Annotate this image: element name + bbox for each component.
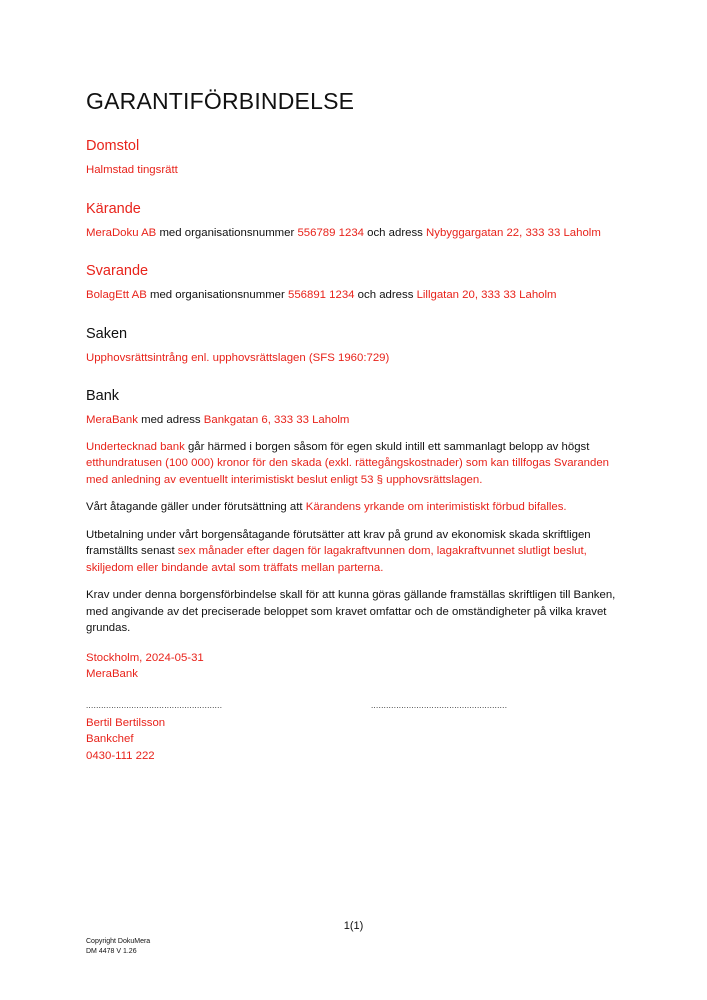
defendant-orgnr-label: med organisationsnummer xyxy=(146,289,288,301)
condition-text: Vårt åtagande gäller under förutsättning att xyxy=(86,501,306,513)
plaintiff-address-label: och adress xyxy=(363,226,427,239)
plaintiff-details xyxy=(86,225,626,242)
court-section xyxy=(86,137,626,179)
guarantee-text: går härmed i borgen såsom för egen skuld intill ett sammanlagt belopp av högst xyxy=(184,440,590,453)
defendant-section xyxy=(86,262,626,304)
condition-paragraph xyxy=(86,499,626,516)
plaintiff-orgnr-label: med organisationsnummer xyxy=(156,226,298,239)
plaintiff-name: MeraDoku AB xyxy=(86,226,157,239)
copyright-text: Copyright DokuMera xyxy=(86,938,151,945)
defendant-address: Lillgatan 20, 333 33 Laholm xyxy=(416,289,557,301)
guarantee-paragraph xyxy=(86,439,626,489)
matter-heading: Saken xyxy=(86,325,128,342)
guarantor-phrase: Undertecknad bank xyxy=(86,440,185,453)
document-code: DM 4478 V 1.26 xyxy=(86,948,137,955)
payment-text: Utbetalning under vårt borgensåtagande förutsätter att krav på grund av ekonomisk skada skriftligen framställts senast xyxy=(86,528,591,557)
defendant-heading: Svarande xyxy=(86,263,149,279)
signer-phone: 0430-111 222 xyxy=(86,749,155,762)
document-footer xyxy=(86,937,150,957)
signer-block xyxy=(86,715,626,765)
matter-section xyxy=(86,325,626,367)
signer-name: Bertil Bertilsson xyxy=(86,716,166,729)
plaintiff-section xyxy=(86,200,626,242)
plaintiff-heading: Kärande xyxy=(86,200,141,217)
bank-section xyxy=(86,387,626,429)
court-name: Halmstad tingsrätt xyxy=(86,164,178,176)
bank-address: Bankgatan 6, 333 33 Laholm xyxy=(203,414,350,426)
signer-title: Bankchef xyxy=(86,733,134,745)
defendant-orgnr: 556891 1234 xyxy=(287,289,355,301)
signature-lines xyxy=(86,701,626,715)
signature-line-right[interactable]: ...................................................... xyxy=(371,700,508,710)
defendant-name: BolagEtt AB xyxy=(86,289,147,301)
guarantee-amount-text: etthundratusen (100 000) kronor för den skada (exkl. rättegångskostnader) som kan tillfogas Svaranden med anledning av eventuellt interimistiskt beslut enligt 53 § upphovsrättslagen. xyxy=(86,457,610,486)
bank-heading: Bank xyxy=(86,388,120,404)
payment-paragraph xyxy=(86,527,626,577)
document-title: GARANTIFÖRBINDELSE xyxy=(86,88,355,114)
court-heading: Domstol xyxy=(86,138,140,154)
payment-deadline-text: sex månader efter dagen för lagakraftvunnen dom, lagakraftvunnet slutligt beslut, skiljedom eller bindande avtal som träffats mellan parterna. xyxy=(86,545,587,574)
issuer-name: MeraBank xyxy=(86,668,138,680)
claim-paragraph: Krav under denna borgensförbindelse skall för att kunna göras gällande framställas skriftligen till Banken, med angivande av det preciserade beloppet som kravet omfattar och de omständigheter på vilka kravet grundas. xyxy=(86,589,616,634)
plaintiff-orgnr: 556789 1234 xyxy=(297,226,364,239)
defendant-details xyxy=(86,287,626,304)
bank-address-label: med adress xyxy=(137,414,204,426)
matter-text: Upphovsrättsintrång enl. upphovsrättslagen (SFS 1960:729) xyxy=(86,351,390,364)
condition-red-text: Kärandens yrkande om interimistiskt förbud bifalles. xyxy=(305,501,567,513)
bank-details xyxy=(86,412,626,429)
document-body xyxy=(86,88,626,764)
signature-line-left[interactable]: ...................................................... xyxy=(86,700,223,710)
bank-name: MeraBank xyxy=(86,414,138,426)
page-number: 1(1) xyxy=(343,920,364,932)
defendant-address-label: och adress xyxy=(354,289,417,301)
plaintiff-address: Nybyggargatan 22, 333 33 Laholm xyxy=(426,226,601,239)
place-date: Stockholm, 2024-05-31 xyxy=(86,651,204,664)
